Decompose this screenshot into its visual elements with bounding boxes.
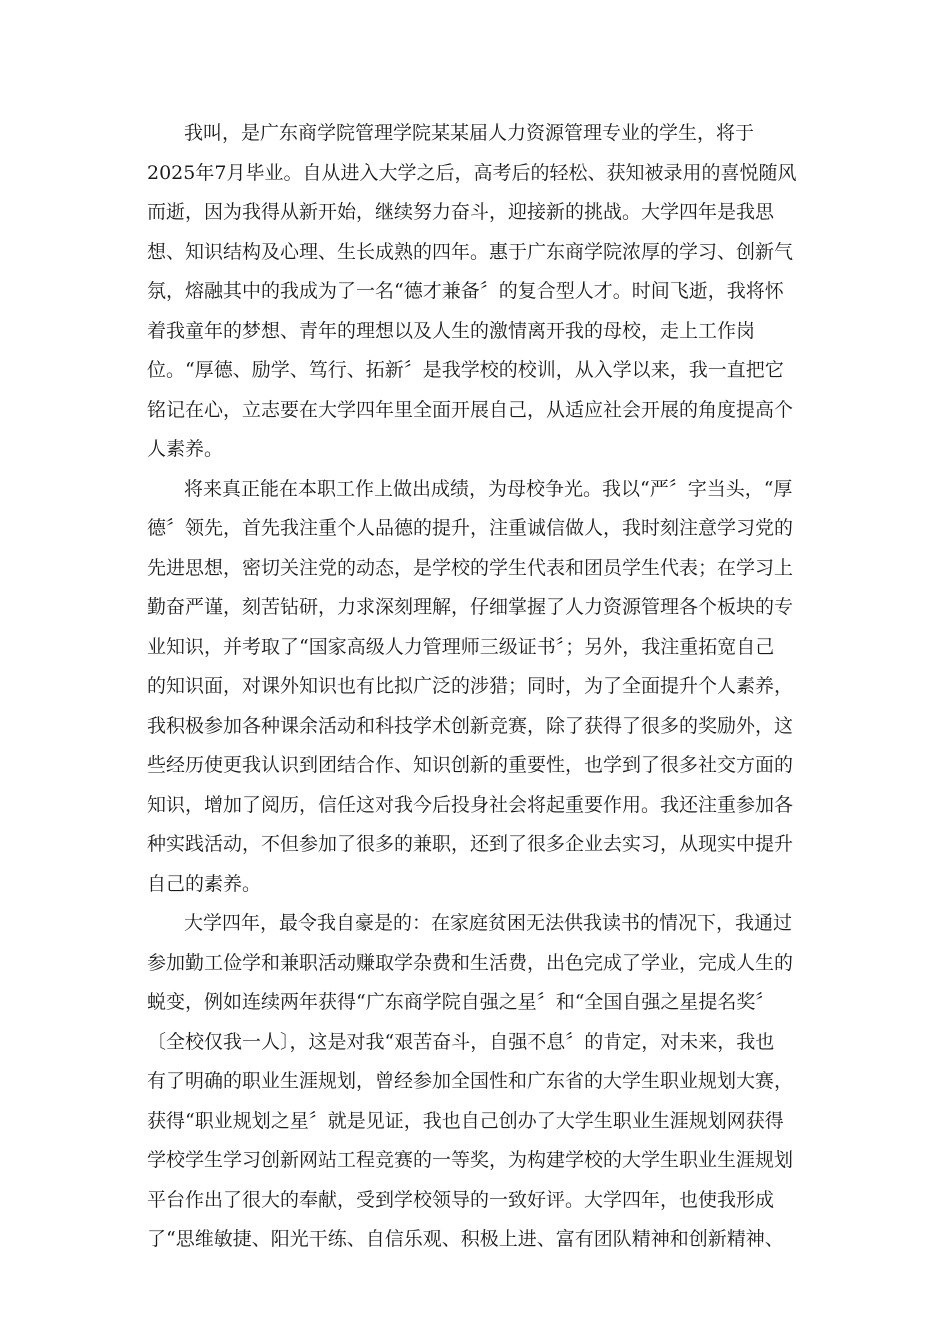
text-line: 位。“厚德、励学、笃行、拓新〞是我学校的校训，从入学以来，我一直把它 [147,359,784,381]
text-line: 想、知识结构及心理、生长成熟的四年。惠于广东商学院浓厚的学习、创新气 [147,241,794,263]
text-line: 有了明确的职业生涯规划，曾经参加全国性和广东省的大学生职业规划大赛， [147,1070,794,1092]
text-line: 我叫，是广东商学院管理学院某某届人力资源管理专业的学生，将于 [184,122,755,144]
text-line: 人素养。 [147,438,224,460]
text-line: 获得“职业规划之星〞就是见证，我也自己创办了大学生职业生涯规划网获得 [147,1110,784,1132]
text-line: 而逝，因为我得从新开始，继续努力奋斗，迎接新的挑战。大学四年是我思 [147,201,775,223]
text-line: 种实践活动，不但参加了很多的兼职，还到了很多企业去实习，从现实中提升 [147,833,794,855]
text-line: 将来真正能在本职工作上做出成绩，为母校争光。我以“严〞字当头，“厚 [184,478,793,500]
text-line: 着我童年的梦想、青年的理想以及人生的激情离开我的母校，走上工作岗 [147,320,756,342]
text-line: 铭记在心，立志要在大学四年里全面开展自己，从适应社会开展的角度提高个 [147,399,794,421]
text-line: 蜕变，例如连续两年获得“广东商学院自强之星〞和“全国自强之星提名奖〞 [147,991,775,1013]
text-line: 先进思想，密切关注党的动态，是学校的学生代表和团员学生代表；在学习上 [147,557,794,579]
text-line: 业知识，并考取了“国家高级人力管理师三级证书〞；另外，我注重拓宽自己 [147,636,775,658]
text-line: 知识，增加了阅历，信任这对我今后投身社会将起重要作用。我还注重参加各 [147,794,794,816]
text-line: 勤奋严谨，刻苦钻研，力求深刻理解，仔细掌握了人力资源管理各个板块的专 [147,596,794,618]
text-line: 的知识面，对课外知识也有比拟广泛的涉猎；同时，为了全面提升个人素养， [147,675,794,697]
text-line: 自己的素养。 [147,873,262,895]
text-line: 氛，熔融其中的我成为了一名“德才兼备〞的复合型人才。时间飞逝，我将怀 [147,280,784,302]
text-line: 德〞领先，首先我注重个人品德的提升，注重诚信做人，我时刻注意学习党的 [147,517,794,539]
text-line: 我积极参加各种课余活动和科技学术创新竞赛，除了获得了很多的奖励外，这 [147,715,794,737]
text-line: 了“思维敏捷、阳光干练、自信乐观、积极上进、富有团队精神和创新精神、 [147,1228,784,1250]
text-line: 2025年7月毕业。自从进入大学之后，高考后的轻松、获知被录用的喜悦随风 [147,162,797,184]
text-line: 参加勤工俭学和兼职活动赚取学杂费和生活费，出色完成了学业，完成人生的 [147,952,794,974]
text-line: 〔全校仅我一人〕，这是对我“艰苦奋斗，自强不息〞的肯定，对未来，我也 [147,1031,775,1053]
text-line: 大学四年，最令我自豪是的：在家庭贫困无法供我读书的情况下，我通过 [184,912,793,934]
text-line: 学校学生学习创新网站工程竞赛的一等奖，为构建学校的大学生职业生涯规划 [147,1149,794,1171]
text-line: 些经历使更我认识到团结合作、知识创新的重要性，也学到了很多社交方面的 [147,754,794,776]
text-line: 平台作出了很大的奉献，受到学校领导的一致好评。大学四年，也使我形成 [147,1189,775,1211]
